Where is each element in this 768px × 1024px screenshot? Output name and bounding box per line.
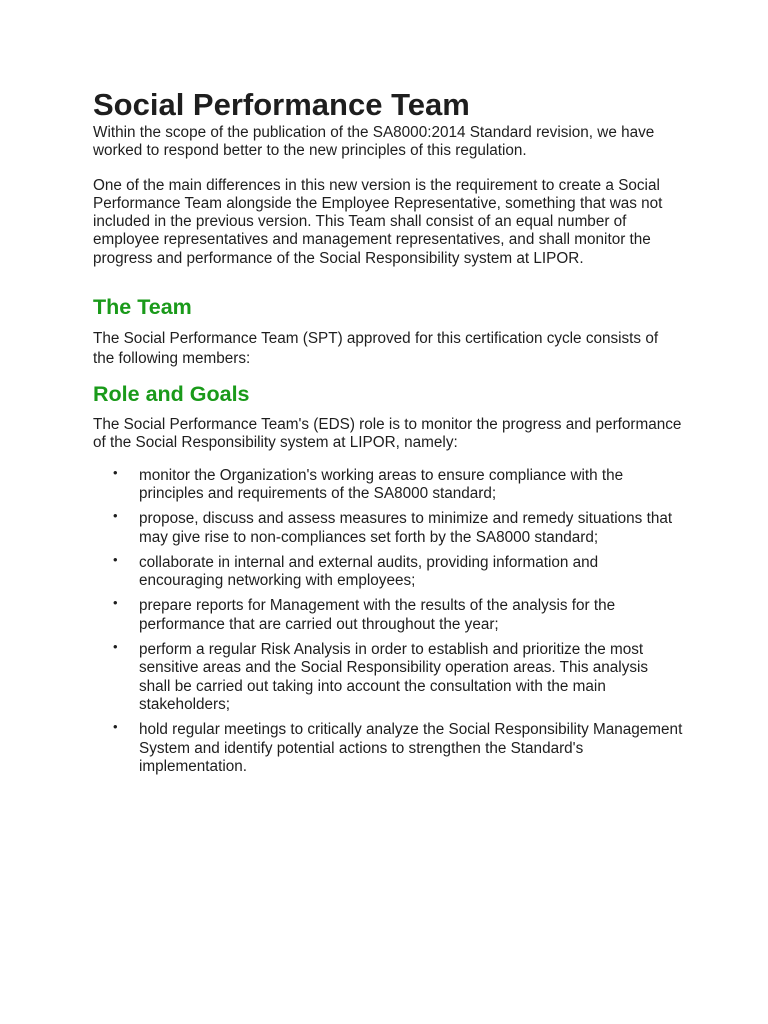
list-item-text: perform a regular Risk Analysis in order to establish and prioritize the most sensitive areas and the Social Responsibility operation areas. This analysis shall be carried out taking into account the consultation with the main stakeholders; xyxy=(139,641,649,713)
list-item xyxy=(93,641,683,714)
list-item xyxy=(93,510,683,547)
page-title: Social Performance Team xyxy=(93,87,470,122)
list-item xyxy=(93,464,683,504)
section-heading-team: The Team xyxy=(93,295,192,320)
bullet-icon: • xyxy=(113,551,118,567)
goals-list xyxy=(93,464,683,776)
section-heading-role-goals: Role and Goals xyxy=(93,382,250,407)
list-item-text: hold regular meetings to critically analyze the Social Responsibility Management System and identify potential actions to strengthen the Standard's implementation. xyxy=(139,721,683,775)
list-item-text: collaborate in internal and external audits, providing information and encouraging networking with employees; xyxy=(139,553,599,590)
intro-paragraph: Within the scope of the publication of the SA8000:2014 Standard revision, we have worked to respond better to the new principles of this regulation. xyxy=(93,124,655,160)
list-item xyxy=(93,721,683,776)
bullet-icon: • xyxy=(113,639,118,655)
list-item xyxy=(93,597,683,634)
list-item-text: propose, discuss and assess measures to minimize and remedy situations that may give rise to non-compliances set forth by the SA8000 standard; xyxy=(139,510,673,546)
bullet-icon: • xyxy=(113,595,118,611)
team-paragraph: The Social Performance Team (SPT) approved for this certification cycle consists of the following members: xyxy=(93,330,659,368)
intro-paragraph: One of the main differences in this new version is the requirement to create a Social Performance Team alongside the Employee Representative, something that was not included in the previous version. This Team shall consist of an equal number of employee representatives and management representatives, and shall monitor the progress and performance of the Social Responsibility system at LIPOR. xyxy=(93,176,663,267)
bullet-icon: • xyxy=(113,464,118,480)
list-item-text: prepare reports for Management with the results of the analysis for the performance that are carried out throughout the year; xyxy=(139,597,616,633)
role-paragraph: The Social Performance Team's (EDS) role is to monitor the progress and performance of the Social Responsibility system at LIPOR, namely: xyxy=(93,416,682,452)
bullet-icon: • xyxy=(113,508,118,524)
list-item xyxy=(93,551,683,591)
list-item-text: monitor the Organization's working areas to ensure compliance with the principles and requirements of the SA8000 standard; xyxy=(139,466,624,502)
bullet-icon: • xyxy=(113,719,118,735)
document-page xyxy=(93,86,683,783)
